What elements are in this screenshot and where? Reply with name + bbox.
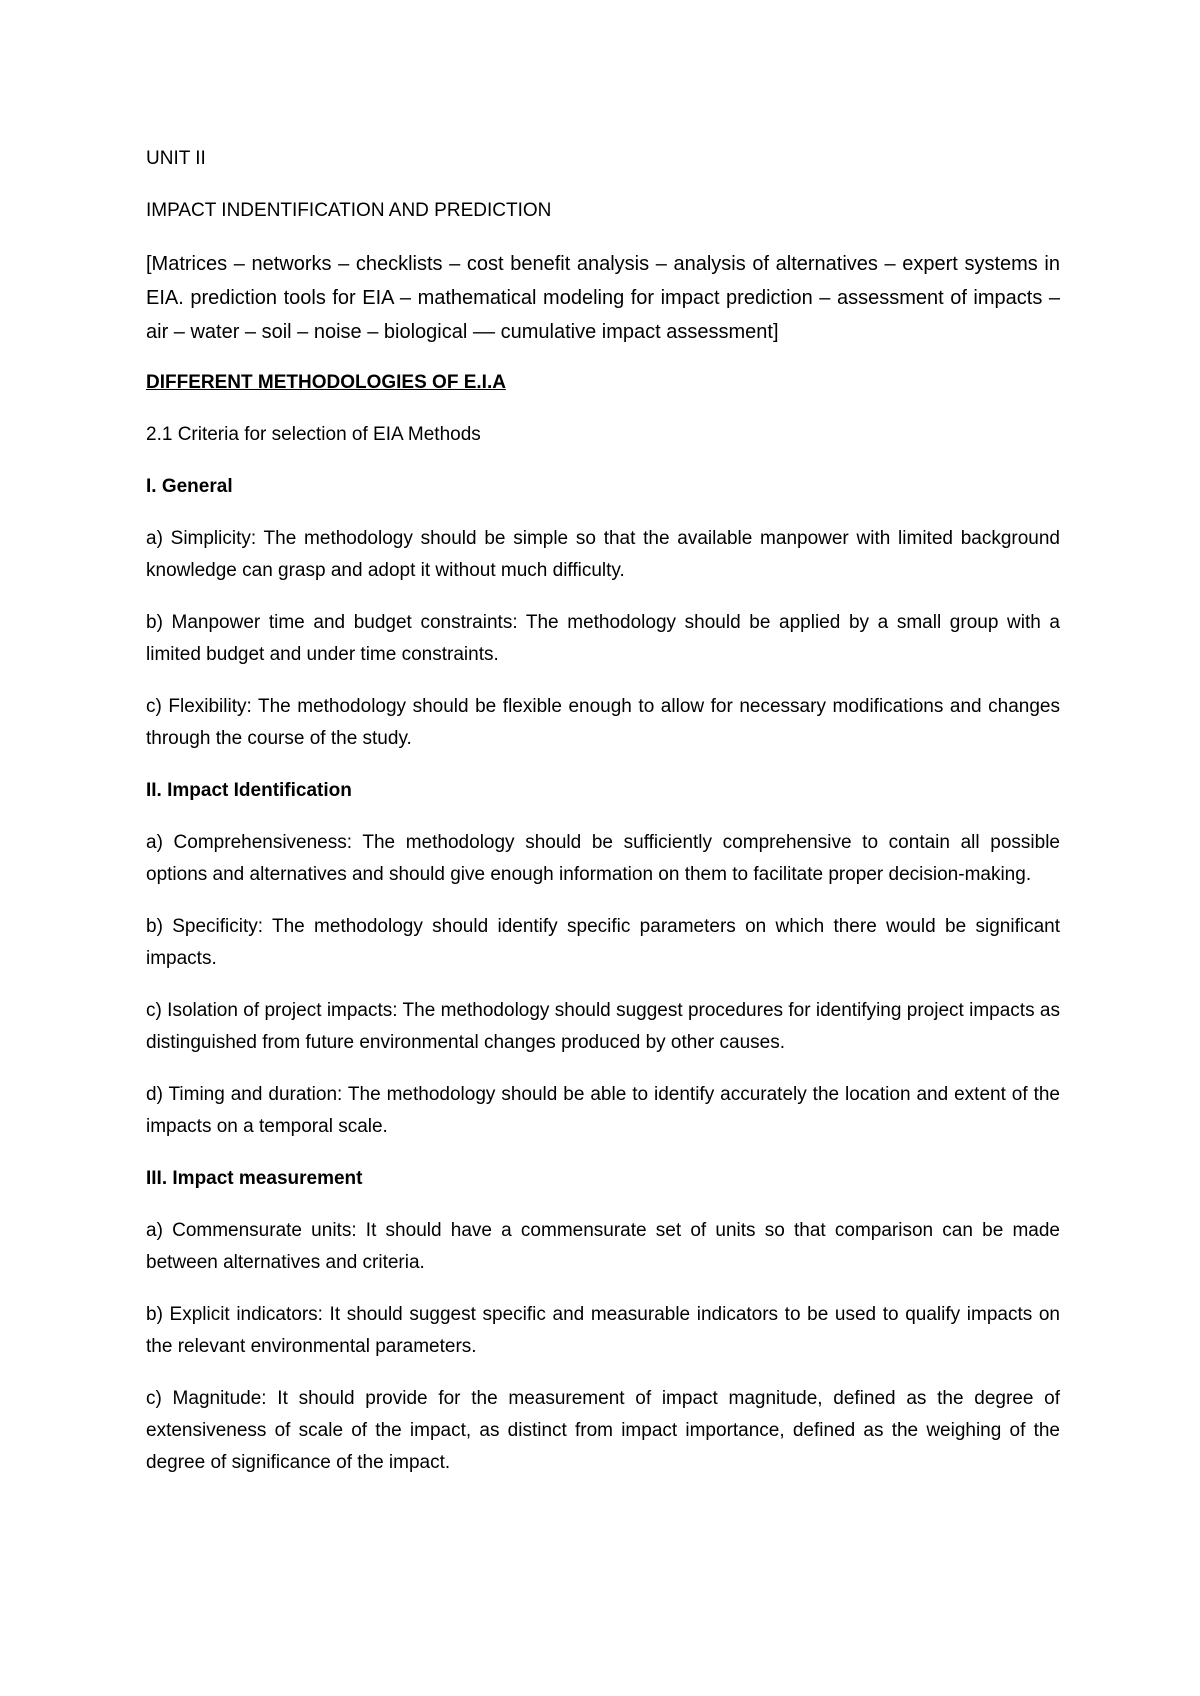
identification-item-isolation: c) Isolation of project impacts: The methodology should suggest procedures for identifying project impacts as distinguished from future environmental changes produced by other causes. (146, 1000, 1060, 1053)
impact-identification-heading: II. Impact Identification (146, 780, 352, 801)
measurement-item-commensurate: a) Commensurate units: It should have a commensurate set of units so that comparison can be made between alternatives and criteria. (146, 1220, 1060, 1273)
measurement-item-magnitude: c) Magnitude: It should provide for the measurement of impact magnitude, defined as the degree of extensiveness of scale of the impact, as distinct from impact importance, defined as the weighing of the degree of significance of the impact. (146, 1388, 1060, 1473)
syllabus-text: [Matrices – networks – checklists – cost benefit analysis – analysis of alternatives – expert systems in EIA. prediction tools for EIA – mathematical modeling for impact prediction – assessment of impacts – air – water – soil – noise – biological –– cumulative impact assessment] (146, 253, 1060, 343)
section-heading: DIFFERENT METHODOLOGIES OF E.I.A (146, 372, 506, 393)
document-page (146, 143, 1060, 1499)
general-item-flexibility: c) Flexibility: The methodology should be flexible enough to allow for necessary modifications and changes through the course of the study. (146, 696, 1060, 749)
impact-measurement-heading: III. Impact measurement (146, 1168, 363, 1189)
identification-item-specificity: b) Specificity: The methodology should identify specific parameters on which there would be significant impacts. (146, 916, 1060, 969)
identification-item-comprehensiveness: a) Comprehensiveness: The methodology should be sufficiently comprehensive to contain all possible options and alternatives and should give enough information on them to facilitate proper decision-making. (146, 832, 1060, 885)
identification-item-timing: d) Timing and duration: The methodology should be able to identify accurately the location and extent of the impacts on a temporal scale. (146, 1084, 1060, 1137)
measurement-item-indicators: b) Explicit indicators: It should suggest specific and measurable indicators to be used to qualify impacts on the relevant environmental parameters. (146, 1304, 1060, 1357)
subsection-title: 2.1 Criteria for selection of EIA Methods (146, 424, 481, 445)
chapter-title: IMPACT INDENTIFICATION AND PREDICTION (146, 200, 552, 221)
general-heading: I. General (146, 476, 233, 497)
general-item-simplicity: a) Simplicity: The methodology should be simple so that the available manpower with limited background knowledge can grasp and adopt it without much difficulty. (146, 528, 1060, 581)
unit-title: UNIT II (146, 148, 206, 169)
general-item-manpower: b) Manpower time and budget constraints: The methodology should be applied by a small group with a limited budget and under time constraints. (146, 612, 1060, 665)
